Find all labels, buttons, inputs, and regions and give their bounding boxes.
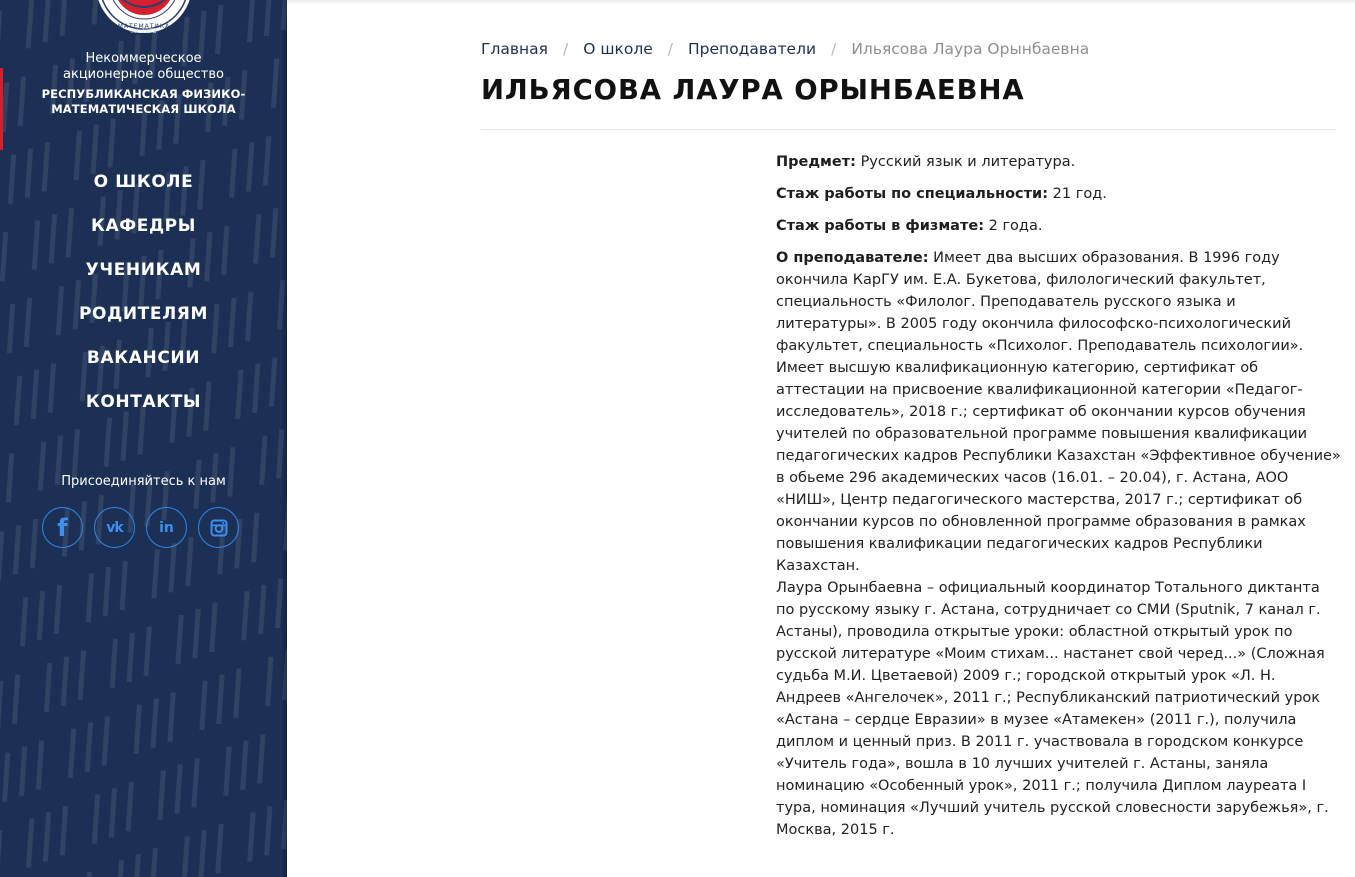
breadcrumb-separator: /: [831, 40, 837, 58]
sidebar-edge-shadow: [281, 0, 287, 877]
breadcrumb-teachers[interactable]: Преподаватели: [688, 40, 817, 58]
instagram-button[interactable]: [198, 507, 239, 548]
org-type-line2: акционерное общество: [63, 66, 224, 82]
school-name-line1: РЕСПУБЛИКАНСКАЯ ФИЗИКО-: [41, 87, 246, 101]
nav-item-about[interactable]: О ШКОЛЕ: [93, 172, 194, 192]
main-nav: [0, 160, 287, 424]
sidebar: [0, 0, 287, 877]
facebook-icon: f: [57, 513, 68, 542]
established-label: est 1972: [130, 28, 157, 35]
breadcrumb-current: Ильясова Лаура Орынбаевна: [851, 40, 1090, 58]
nav-item-departments[interactable]: КАФЕДРЫ: [91, 216, 196, 236]
nav-item-contacts[interactable]: КОНТАКТЫ: [85, 392, 202, 412]
breadcrumb: [481, 40, 1089, 58]
vk-button[interactable]: [94, 507, 135, 548]
breadcrumb-home[interactable]: Главная: [481, 40, 548, 58]
vk-icon: vk: [106, 519, 123, 536]
experience-field: [776, 183, 1341, 205]
about-text-1: Имеет два высших образования. В 1996 году окончила КарГУ им. Е.А. Букетова, филологический факультет, специальность «Филолог. Преподаватель русского языка и литературы». В 2005 году окончила философско-психологический факультет, специальность «Психолог. Преподаватель психологии». Имеет высшую квалификационную категорию, сертификат об аттестации на присвоение квалификационной категории «Педагог-исследователь», 2018 г.; сертификат об окончании курсов обучения учителей по образовательной программе повышения квалификации педагогических кадров Республики Казахстан «Эффективное обучение» в обьеме 296 академических часов (16.01. – 20.04), г. Астана, АОО «НИШ», Центр педагогического мастерства, 2017 г.; сертификат об окончании курсов по обновленной программе образования в рамках повышения квалификации педагогических кадров Республики Казахстан.: [776, 250, 1341, 574]
experience-label: Стаж работы по специальности:: [776, 186, 1049, 202]
fizmat-experience-label: Стаж работы в физмате:: [776, 218, 984, 234]
school-name: [0, 87, 287, 117]
subject-value: Русский язык и литература.: [860, 154, 1076, 170]
subject-field: [776, 151, 1341, 173]
fizmat-experience-value: 2 года.: [988, 218, 1043, 234]
sidebar-background-pattern: [0, 0, 287, 877]
nav-item-vacancies[interactable]: ВАКАНСИИ: [86, 348, 201, 368]
teacher-details: [776, 151, 1341, 851]
breadcrumb-separator: /: [562, 40, 569, 58]
social-links: [42, 507, 239, 548]
facebook-button[interactable]: [42, 507, 83, 548]
header-shadow: [287, 0, 1355, 5]
fizmat-experience-field: [776, 215, 1341, 237]
subject-label: Предмет:: [776, 154, 856, 170]
breadcrumb-about[interactable]: О школе: [583, 40, 653, 58]
nav-item-parents[interactable]: РОДИТЕЛЯМ: [78, 304, 208, 324]
school-name-line2: МАТЕМАТИЧЕСКАЯ ШКОЛА: [51, 102, 236, 116]
linkedin-button[interactable]: [146, 507, 187, 548]
linkedin-icon: in: [159, 519, 174, 536]
join-us-label: Присоединяйтесь к нам: [61, 474, 226, 489]
experience-value: 21 год.: [1052, 186, 1107, 202]
svg-text:МАТЕМАТИКА: МАТЕМАТИКА: [117, 23, 171, 30]
about-paragraph-1: [776, 247, 1341, 577]
page-title: ИЛЬЯСОВА ЛАУРА ОРЫНБАЕВНА: [481, 74, 1025, 106]
about-label: О преподавателе:: [776, 250, 929, 266]
about-paragraph-2: Лаура Орынбаевна – официальный координатор Тотального диктанта по русскому языку г. Астана, сотрудничает со СМИ (Sputnik, 7 канал г. Астаны), проводила открытые уроки: областной открытый урок по русской литературе «Моим стихам... настанет свой черед...» (Сложная судьба М.И. Цветаевой) 2009 г.; городской открытый урок «Л. Н. Андреев «Ангелочек», 2011 г.; Республиканский патриотический урок «Астана – сердце Евразии» в музее «Атамекен» (2011 г.), получила диплом и ценный приз. В 2011 г. участвовала в городском конкурсе «Учитель года», вошла в 10 лучших учителей г. Астаны, заняла номинацию «Особенный урок», 2011 г.; получила Диплом лауреата I тура, номинация «Лучший учитель русской словесности зарубежья», г. Москва, 2015 г.: [776, 580, 1329, 838]
breadcrumb-separator: /: [667, 40, 674, 58]
organization-name: [0, 51, 287, 117]
instagram-icon: [210, 519, 228, 537]
nav-item-students[interactable]: УЧЕНИКАМ: [85, 260, 202, 280]
org-type-line1: Некоммерческое: [85, 51, 202, 66]
title-divider: [481, 129, 1336, 130]
about-field: [776, 247, 1341, 841]
